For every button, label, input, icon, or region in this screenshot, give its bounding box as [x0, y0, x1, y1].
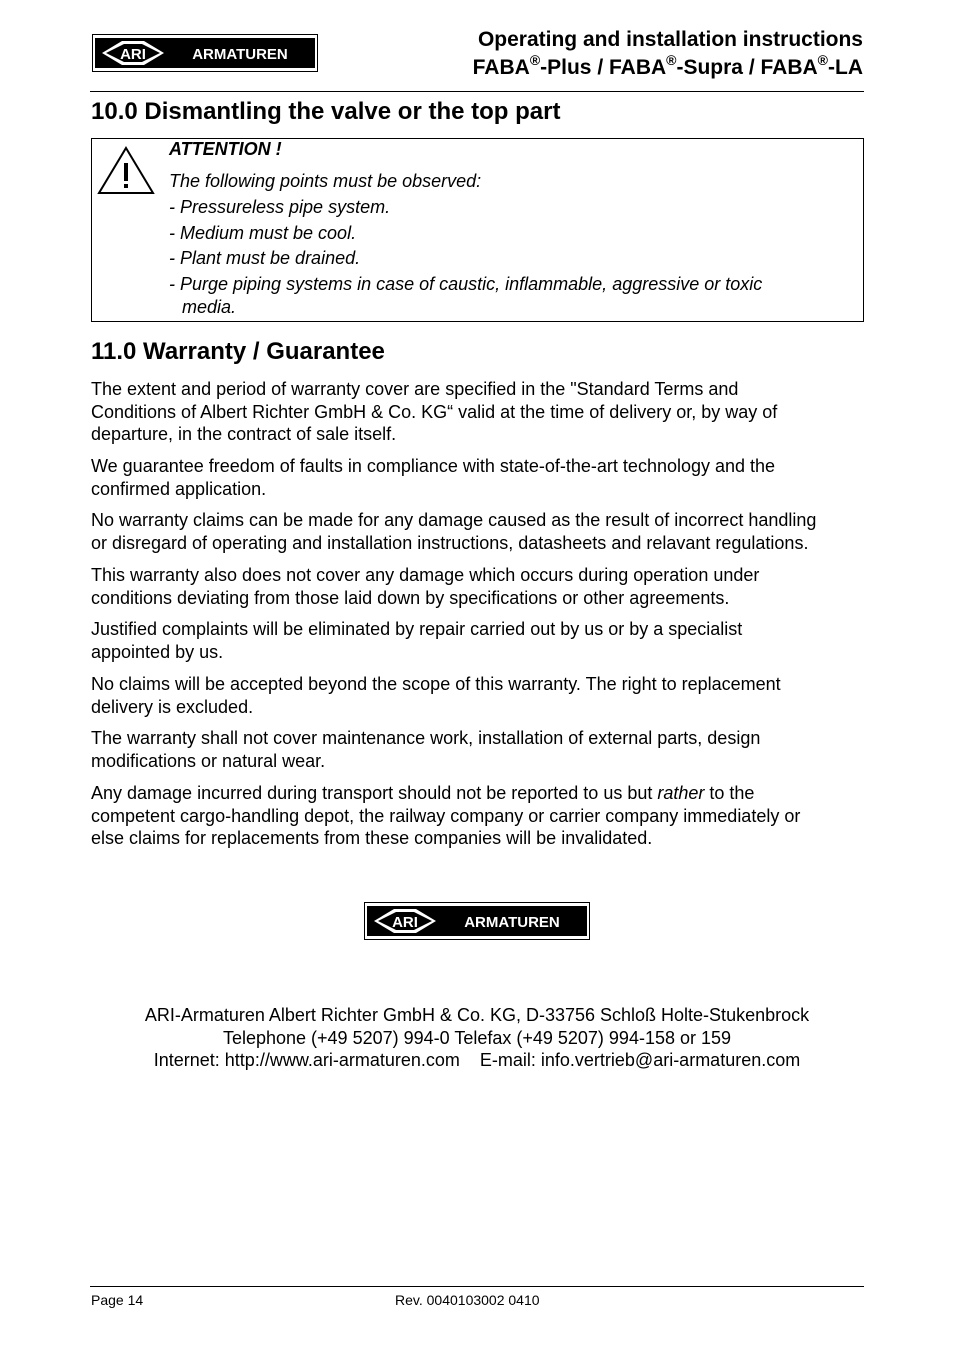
warranty-paragraph: This warranty also does not cover any damage which occurs during operation under conditions deviating from those laid down by specifications or other agreements. [91, 565, 760, 608]
warranty-paragraph: No claims will be accepted beyond the scope of this warranty. The right to replacement delivery is excluded. [91, 674, 781, 717]
attention-point: - Plant must be drained. [169, 248, 361, 268]
header-divider [90, 91, 864, 92]
attention-point: - Purge piping systems in case of caustic, inflammable, aggressive or toxic [169, 274, 763, 294]
document-title-line2: FABA®-Plus / FABA®-Supra / FABA®-LA [472, 52, 863, 79]
company-name: ARI-Armaturen Albert Richter GmbH & Co. KG, D-33756 Schloß Holte-Stukenbrock [144, 1005, 810, 1025]
ari-armaturen-logo-footer [364, 902, 590, 940]
logo-brand-text: ARMATUREN [464, 914, 560, 931]
ari-armaturen-logo-header [92, 34, 318, 72]
company-contact: Internet: http://www.ari-armaturen.com E-mail: info.vertrieb@ari-armaturen.com [153, 1050, 801, 1071]
warranty-paragraph: No warranty claims can be made for any damage caused as the result of incorrect handling or disregard of operating and installation instructions, datasheets and relavant regulations. [91, 510, 817, 553]
logo-ari-text: ARI [120, 46, 146, 63]
warning-triangle-icon [97, 145, 155, 195]
warranty-paragraph-transport: Any damage incurred during transport should not be reported to us but rather to the competent cargo-handling depot, the railway company or carrier company immediately or else claims for replacements from these companies will be invalidated. [91, 783, 801, 849]
warranty-paragraph: We guarantee freedom of faults in compliance with state-of-the-art technology and the confirmed application. [91, 456, 776, 499]
attention-intro: The following points must be observed: [169, 171, 482, 191]
page-number: Page 14 [91, 1292, 144, 1308]
attention-point: - Pressureless pipe system. [169, 197, 391, 217]
revision-number: Rev. 0040103002 0410 [395, 1292, 540, 1308]
company-address [0, 1004, 954, 1072]
document-title-line1: Operating and installation instructions [477, 28, 863, 51]
footer-divider [90, 1286, 864, 1287]
document-title [473, 26, 863, 82]
attention-point: - Medium must be cool. [169, 223, 357, 243]
company-phone: Telephone (+49 5207) 994-0 Telefax (+49 5207) 994-158 or 159 [222, 1027, 732, 1048]
attention-box [91, 138, 864, 322]
warranty-paragraph: Justified complaints will be eliminated by repair carried out by us or by a specialist appointed by us. [91, 619, 743, 662]
warranty-paragraph: The warranty shall not cover maintenance work, installation of external parts, design modifications or natural wear. [91, 728, 761, 771]
attention-point-continuation: media. [182, 297, 237, 317]
logo-ari-text: ARI [392, 914, 418, 931]
section-10-heading: 10.0 Dismantling the valve or the top part [91, 98, 561, 125]
section-11-heading: 11.0 Warranty / Guarantee [91, 338, 385, 365]
logo-brand-text: ARMATUREN [192, 46, 288, 63]
warranty-paragraph: The extent and period of warranty cover are specified in the "Standard Terms and Conditions of Albert Richter GmbH & Co. KG“ valid at the time of delivery or, by way of departure, in the contract of sale itself. [91, 379, 778, 445]
attention-title: ATTENTION ! [169, 139, 282, 159]
